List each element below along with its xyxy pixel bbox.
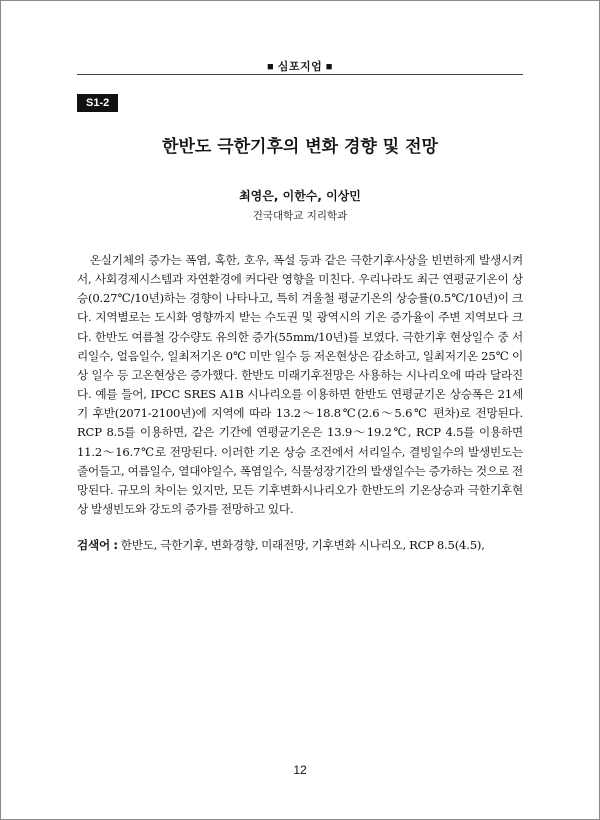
affiliation: 건국대학교 지리학과 bbox=[252, 210, 348, 222]
header-divider bbox=[77, 74, 523, 75]
page-number: 12 bbox=[293, 763, 307, 777]
author-list: 최영은, 이한수, 이상민 bbox=[239, 189, 361, 203]
abstract-body: 온실기체의 증가는 폭염, 혹한, 호우, 폭설 등과 같은 극한기후사상을 빈번하게 발생시켜서, 사회경제시스템과 자연환경에 커다란 영향을 미친다. 우리나라도 최근 연평균기온이 상승(0.27℃/10년)하는 경향이 나타나고, 특히 겨울철 평균기온의 상승률(0.5℃/10년)이 크다. 지역별로는 도시화 영향까지 받는 수도권 및 광역시의 기온 증가율이 주변 지역보다 크다. 한반도 여름철 강수량도 유의한 증가(55mm/10년)를 보였다. 극한기후 현상일수 중 서리일수, 얼음일수, 일최저기온 0℃ 미만 일수 등 저온현상은 감소하고, 일최저기온 25℃ 이상 일수 등 고온현상은 증가했다. 한반도 미래기후전망은 사용하는 시나리오에 따라 달라진다. 예를 들어, IPCC SRES A1B 시나리오를 이용하면 한반도 연평균기온 상승폭은 21세기 후반(2071-2100년)에 지역에 따라 13.2～18.8℃(2.6～5.6℃ 편차)로 전망된다. RCP 8.5를 이용하면, 같은 기간에 연평균기온은 13.9～19.2℃, RCP 4.5를 이용하면 11.2～16.7℃로 전망된다. 이러한 기온 상승 조건에서 서리일수, 결빙일수의 발생빈도는 줄어들고, 여름일수, 열대야일수, 폭염일수, 식물성장기간의 발생일수는 증가하는 것으로 전망된다. 규모의 차이는 있지만, 모든 기후변화시나리오가 한반도의 기온상승과 극한기후현상 발생빈도와 강도의 증가를 전망하고 있다. bbox=[77, 253, 523, 517]
keywords-text: 한반도, 극한기후, 변화경향, 미래전망, 기후변화 시나리오, RCP 8.5(4.5), bbox=[117, 538, 485, 552]
paper-title: 한반도 극한기후의 변화 경향 및 전망 bbox=[162, 137, 438, 157]
keywords-label: 검색어 : bbox=[77, 538, 118, 552]
session-tag: S1-2 bbox=[77, 94, 118, 112]
keywords-line bbox=[77, 536, 523, 555]
running-header: ■ 심포지엄 ■ bbox=[267, 61, 333, 73]
